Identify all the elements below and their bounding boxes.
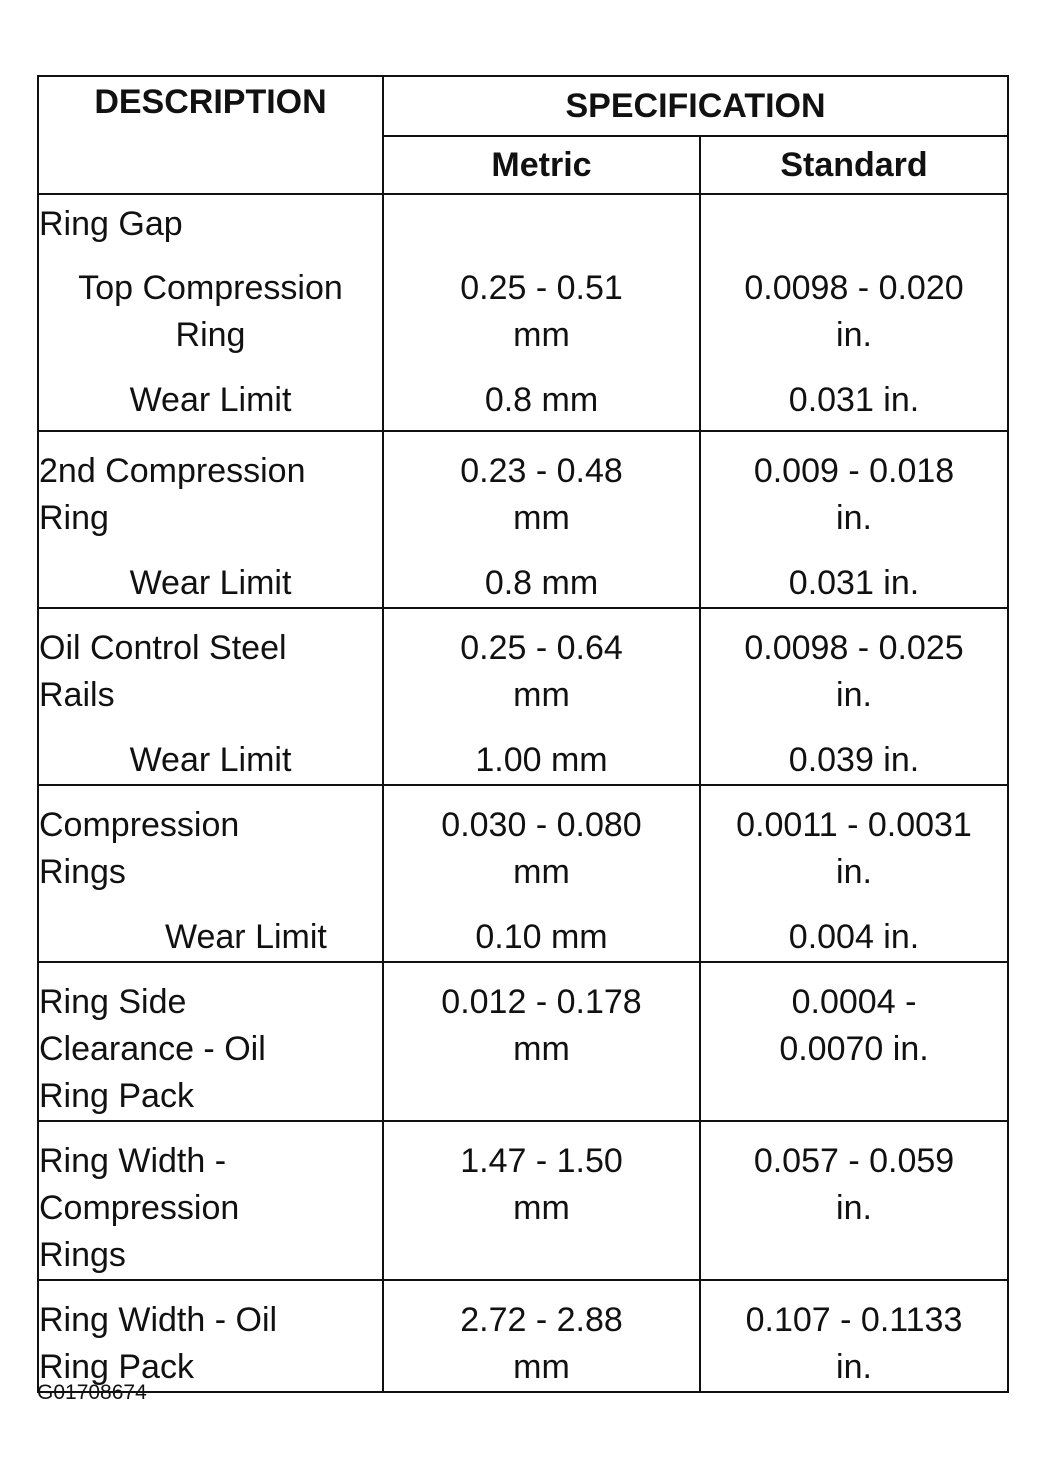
wear-metric-value: 0.10 mm [475,918,608,956]
header-metric: Metric [383,136,700,194]
description-line: Ring Width - Oil [39,1301,278,1339]
metric-unit: mm [513,1348,570,1386]
wear-metric-value: 0.8 mm [484,564,599,602]
description-cell [38,608,383,785]
standard-unit: in. [836,1189,872,1227]
description-line: Rings [39,853,126,891]
wear-standard-value: 0.031 in. [788,381,920,419]
standard-unit: in. [836,853,872,891]
description-line: Compression [39,806,240,844]
description-cell [38,962,383,1121]
wear-metric-value: 1.00 mm [475,741,608,779]
standard-unit: in. [836,1348,872,1386]
wear-limit-label: Wear Limit [129,381,292,419]
metric-cell [383,431,700,608]
metric-cell [383,785,700,962]
description-line: Ring [39,499,109,537]
metric-value: 0.25 - 0.64 [460,629,623,667]
table-row [38,194,1008,431]
standard-cell [700,1280,1008,1392]
metric-cell [383,608,700,785]
description-cell [38,431,383,608]
standard-cell [700,1121,1008,1280]
metric-value: 0.030 - 0.080 [441,806,642,844]
metric-value: 1.47 - 1.50 [460,1142,623,1180]
metric-value: 0.25 - 0.51 [460,269,623,307]
table-row [38,962,1008,1121]
wear-limit-label: Wear Limit [165,918,327,956]
description-cell [38,194,383,431]
standard-value: 0.009 - 0.018 [753,452,955,490]
metric-unit: mm [513,1030,570,1068]
standard-unit: in. [836,676,872,714]
table-row [38,1121,1008,1280]
metric-value: 0.23 - 0.48 [460,452,623,490]
header-specification: SPECIFICATION [383,76,1008,136]
standard-cell [700,194,1008,431]
standard-cell [700,962,1008,1121]
table-row [38,608,1008,785]
header-description: DESCRIPTION [38,76,383,194]
metric-unit: mm [513,316,570,354]
description-line: Ring Pack [39,1348,194,1386]
description-heading: Ring Gap [39,205,183,243]
metric-unit: mm [513,676,570,714]
description-line: Ring Width - [39,1142,227,1180]
metric-value: 0.012 - 0.178 [441,983,642,1021]
header-row-top [38,76,1008,136]
wear-standard-value: 0.031 in. [788,564,920,602]
figure-code: G01708674 [37,1381,147,1404]
wear-metric-value: 0.8 mm [484,381,599,419]
table-row [38,431,1008,608]
wear-limit-label: Wear Limit [129,741,292,779]
description-cell [38,1280,383,1392]
description-line: Top Compression [78,269,343,307]
standard-cell [700,785,1008,962]
metric-cell [383,962,700,1121]
description-cell [38,1121,383,1280]
wear-limit-label: Wear Limit [129,564,292,602]
description-line: Rings [39,1236,126,1274]
metric-cell [383,194,700,431]
description-line: Compression [39,1189,240,1227]
metric-unit: mm [513,499,570,537]
standard-value: 0.0004 - [791,983,917,1021]
description-cell [38,785,383,962]
description-line: Rails [39,676,115,714]
standard-unit: in. [836,316,872,354]
metric-cell [383,1280,700,1392]
standard-value: 0.0011 - 0.0031 [736,806,972,844]
description-line: Clearance - Oil [39,1030,266,1068]
standard-cell [700,608,1008,785]
table-row [38,785,1008,962]
standard-value: 0.107 - 0.1133 [745,1301,963,1339]
standard-value: 0.0070 in. [779,1030,929,1068]
spec-table [37,75,1009,1393]
description-line: Ring Pack [39,1077,194,1115]
standard-value: 0.057 - 0.059 [753,1142,955,1180]
wear-standard-value: 0.039 in. [788,741,920,779]
standard-value: 0.0098 - 0.020 [744,269,964,307]
description-line: Oil Control Steel [39,629,287,667]
standard-unit: in. [836,499,872,537]
standard-cell [700,431,1008,608]
table-row [38,1280,1008,1392]
description-line: Ring Side [39,983,187,1021]
metric-unit: mm [513,853,570,891]
description-line: 2nd Compression [39,452,306,490]
metric-unit: mm [513,1189,570,1227]
wear-standard-value: 0.004 in. [788,918,920,956]
standard-value: 0.0098 - 0.025 [744,629,964,667]
header-standard: Standard [700,136,1008,194]
metric-cell [383,1121,700,1280]
description-line: Ring [175,316,246,354]
metric-value: 2.72 - 2.88 [460,1301,623,1339]
